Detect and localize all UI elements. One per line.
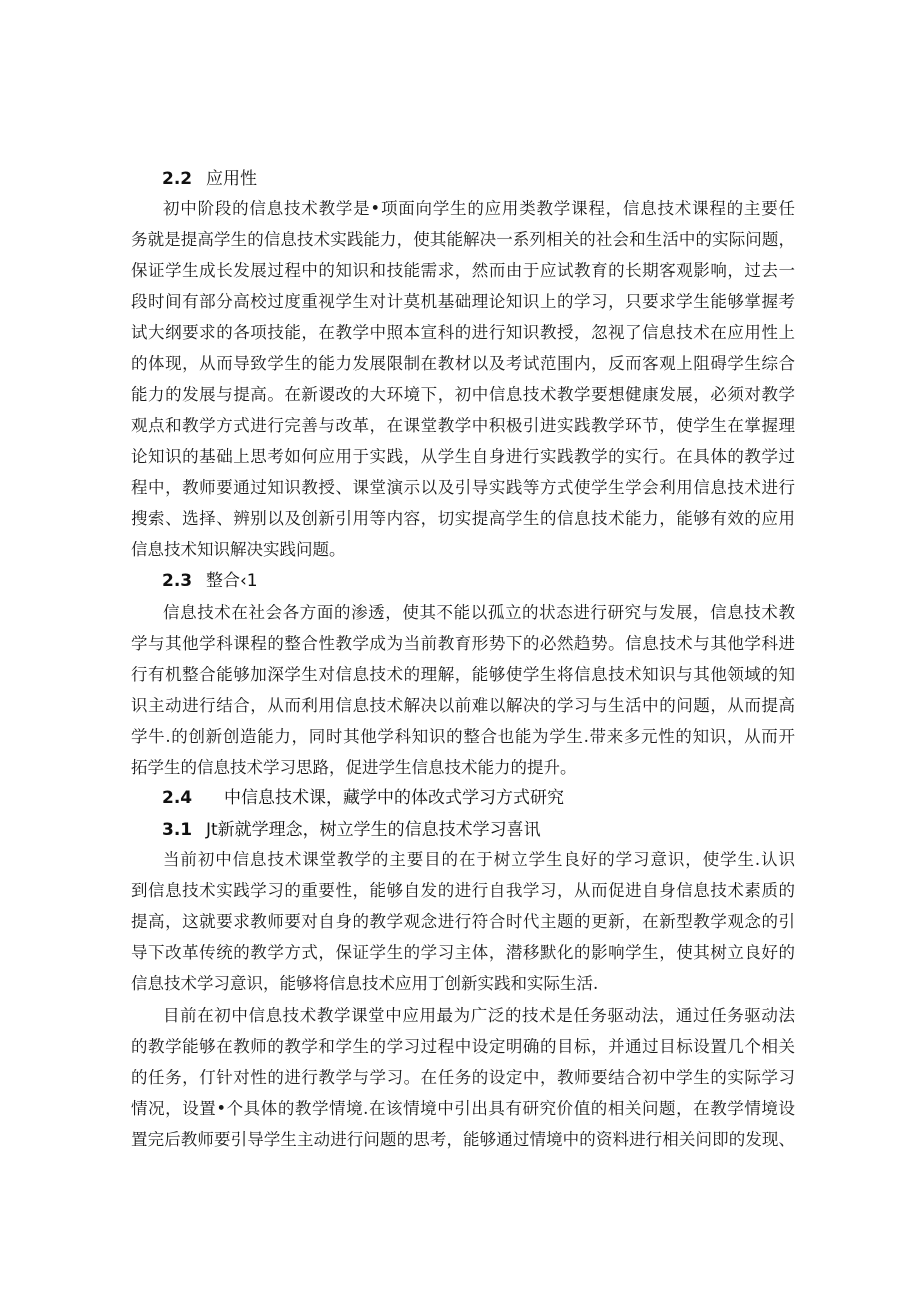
text-line: 目前在初中信息技术教学课堂中应用最为广泛的技术是任务驱动法，通过任务驱动法: [163, 1006, 795, 1025]
text-line: 段时间有部分高校过度重视学生对计莫机基础理论知识上的学习，只要求学生能够掌握考: [131, 292, 795, 311]
text-line: 信息技术学习意识，能够将信息技术应用丁创新实践和实际生活.: [131, 974, 599, 993]
text-line: 程中，教师要通过知识教授、课堂演示以及引导实践等方式使学生学会利用信息技术进行: [131, 478, 795, 497]
section-heading-2-4: [162, 787, 564, 809]
text-line: 拓学生的信息技术学习思路，促进学生信息技术能力的提升。: [131, 758, 577, 777]
text-line: 观点和教学方式进行完善与改革，在课堂教学中积极引进实践教学环节，使学生在掌握理: [131, 416, 795, 435]
text-line: 论知识的基础上思考如何应用于实践，从学生自身进行实践教学的实行。在具体的教学过: [131, 447, 795, 466]
section-heading-2-2: [162, 168, 257, 190]
text-line: 的体现，从而导致学生的能力发展限制在教材以及考试范围内，反而客观上阻碍学生综合: [131, 354, 795, 373]
section-title: 整合‹1: [206, 571, 258, 591]
paragraph-learning-concept: [131, 844, 795, 999]
text-line: 行有机整合能够加深学生对信息技术的理解，能够使学生将信息技术知识与其他领域的知: [131, 665, 795, 684]
section-number: 3.1: [162, 820, 193, 840]
text-line: 学牛.的创新创造能力，同时其他学科知识的整合也能为学生.带来多元性的知识，从而开: [131, 727, 795, 746]
section-title: 应用性: [206, 169, 257, 189]
text-line: 置完后教师要引导学生主动进行问题的思考，能够通过情境中的资料进行相关问即的发现、: [131, 1130, 795, 1149]
section-number: 2.4: [162, 788, 193, 808]
text-line: 导下改革传统的教学方式，保证学生的学习主体，潜移默化的影响学生，使其树立良好的: [131, 943, 795, 962]
text-line: 识主动进行结合，从而利用信息技术解决以前难以解决的学习与生活中的问题，从而提高: [131, 696, 795, 715]
text-line: 保证学生成长发展过程中的知识和技能需求，然而由于应试教育的长期客观影响，过去一: [131, 261, 795, 280]
text-line: 情况，设置•个具体的教学情境.在该情境中引出具有研究价值的相关问题，在教学情境设: [131, 1099, 795, 1118]
paragraph-task-driven: [131, 1000, 795, 1155]
text-line: 的教学能够在教师的教学和学生的学习过程中设定明确的目标，并通过目标设置几个相关: [131, 1037, 795, 1056]
text-line: 务就是提高学生的信息技术实践能力，使其能解决一系列相关的社会和生活中的实际问题，: [131, 230, 795, 249]
paragraph-application: [131, 193, 795, 565]
section-title: 中信息技术课，藏学中的体改式学习方式研究: [224, 788, 564, 808]
text-line: 当前初中信息技术课堂教学的主要目的在于树立学生良好的学习意识，使学生.认识: [163, 850, 795, 869]
text-line: 搜索、选择、辨别以及创新引用等内容，切实提高学生的信息技术能力，能够有效的应用: [131, 509, 795, 528]
section-title: Jt新就学理念，树立学生的信息技术学习喜讯: [206, 820, 541, 840]
text-line: 提高，这就要求教师要对自身的教学观念进行符合时代主题的更新，在新型教学观念的引: [131, 912, 795, 931]
text-line: 信息技术知识解决实践问题。: [131, 540, 346, 559]
section-heading-2-3: [162, 570, 258, 592]
text-line: 到信息技术实践学习的重要性，能够自发的进行自我学习，从而促进自身信息技术素质的: [131, 881, 795, 900]
section-number: 2.3: [162, 571, 193, 591]
text-line: 的任务，仃针对性的进行教学与学习。在任务的设定中，教师要结合初中学生的实际学习: [131, 1068, 795, 1087]
text-line: 学与其他学科课程的整合性教学成为当前教育形势下的必然趋势。信息技术与其他学科进: [131, 634, 795, 653]
section-heading-3-1: [162, 819, 541, 841]
paragraph-integration: [131, 597, 795, 783]
section-number: 2.2: [162, 169, 193, 189]
text-line: 初中阶段的信息技术教学是•项面向学生的应用类教学课程，信息技术课程的主要任: [163, 199, 795, 218]
text-line: 信息技术在社会各方面的渗透，使其不能以孤立的状态进行研究与发展，信息技术教: [163, 603, 795, 622]
text-line: 试大纲要求的各项技能，在教学中照本宣科的进行知识教授，忽视了信息技术在应用性上: [131, 323, 795, 342]
text-line: 能力的发展与提高。在新谡改的大环境下，初中信息技术教学要想健康发展，必须对教学: [131, 385, 795, 404]
